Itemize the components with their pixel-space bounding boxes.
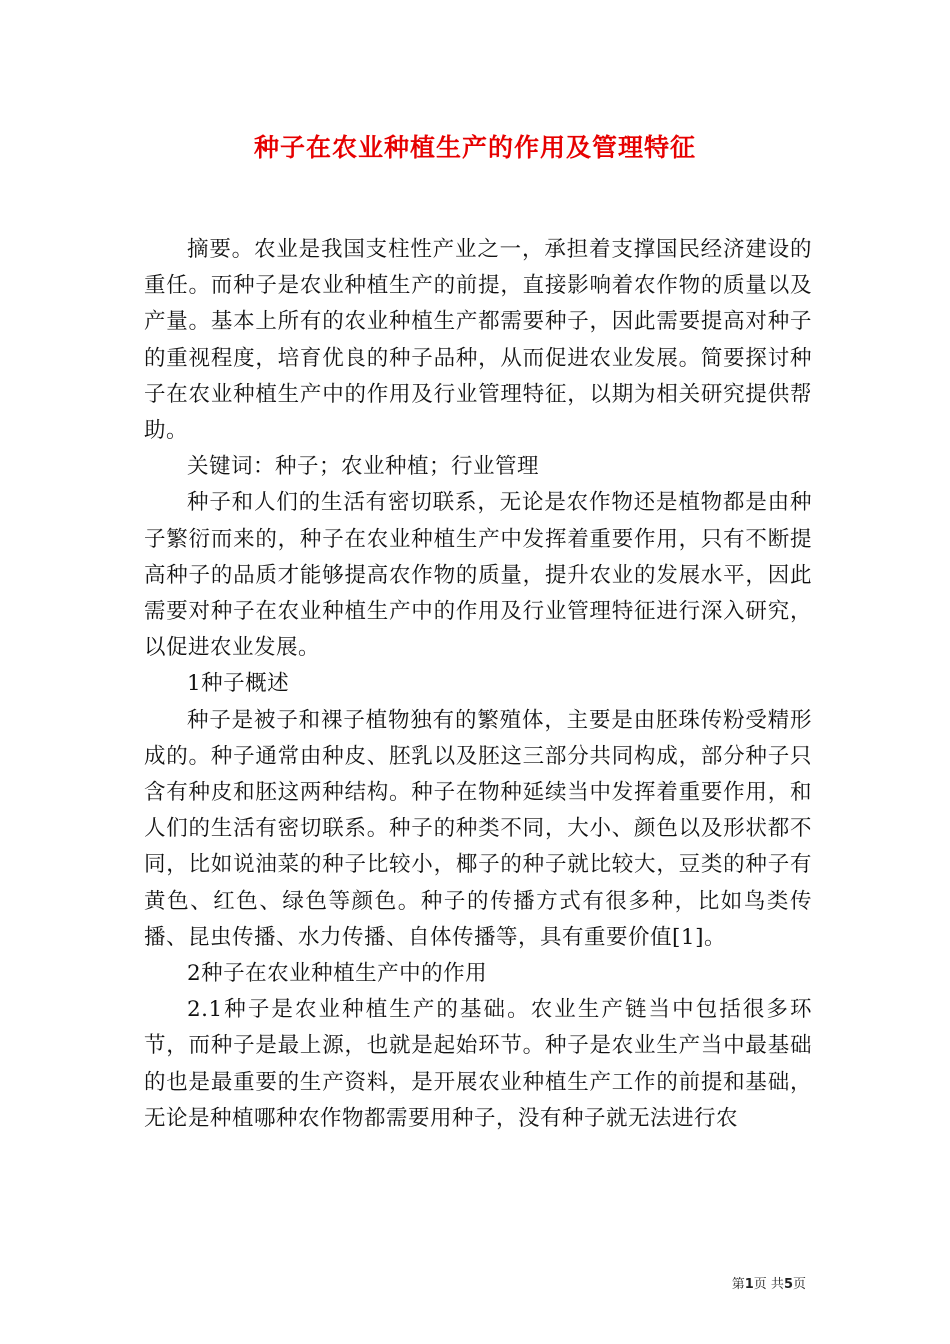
footer-prefix: 第 (731, 1277, 745, 1292)
section-1-paragraph: 种子是被子和裸子植物独有的繁殖体，主要是由胚珠传粉受精形成的。种子通常由种皮、胚乳以及胚这三部分共同构成，部分种子只含有种皮和胚这两种结构。种子在物种延续当中发挥着重要作用，和人们的生活有密切联系。种子的种类不同，大小、颜色以及形状都不同，比如说油菜的种子比较小，椰子的种子就比较大，豆类的种子有黄色、红色、绿色等颜色。种子的传播方式有很多种，比如鸟类传播、昆虫传播、水力传播、自体传播等，具有重要价值[1]。 (144, 707, 812, 950)
footer-suffix: 页 (792, 1277, 806, 1292)
current-page-number: 1 (744, 1277, 754, 1292)
section-2-1-paragraph: 2.1种子是农业种植生产的基础。农业生产链当中包括很多环节，而种子是最上源，也就是起始环节。种子是农业生产当中最基础的也是最重要的生产资料，是开展农业种植生产工作的前提和基础，无论是种植哪种农作物都需要用种子，没有种子就无法进行农 (144, 997, 812, 1131)
abstract-paragraph: 摘要。农业是我国支柱性产业之一，承担着支撑国民经济建设的重任。而种子是农业种植生产的前提，直接影响着农作物的质量以及产量。基本上所有的农业种植生产都需要种子，因此需要提高对种子的重视程度，培育优良的种子品种，从而促进农业发展。简要探讨种子在农业种植生产中的作用及行业管理特征，以期为相关研究提供帮助。 (144, 237, 812, 444)
page-footer (732, 1276, 806, 1294)
section-heading-2: 2种子在农业种植生产中的作用 (187, 961, 488, 987)
keywords-line: 关键词：种子；农业种植；行业管理 (187, 454, 540, 480)
intro-paragraph: 种子和人们的生活有密切联系，无论是农作物还是植物都是由种子繁衍而来的，种子在农业种植生产中发挥着重要作用，只有不断提高种子的品质才能够提高农作物的质量，提升农业的发展水平，因此需要对种子在农业种植生产中的作用及行业管理特征进行深入研究，以促进农业发展。 (144, 490, 812, 661)
total-pages-number: 5 (783, 1277, 793, 1292)
document-body (144, 232, 812, 1137)
section-heading-1: 1种子概述 (187, 671, 290, 697)
footer-middle: 页 共 (753, 1277, 784, 1292)
page-title: 种子在农业种植生产的作用及管理特征 (253, 133, 696, 162)
